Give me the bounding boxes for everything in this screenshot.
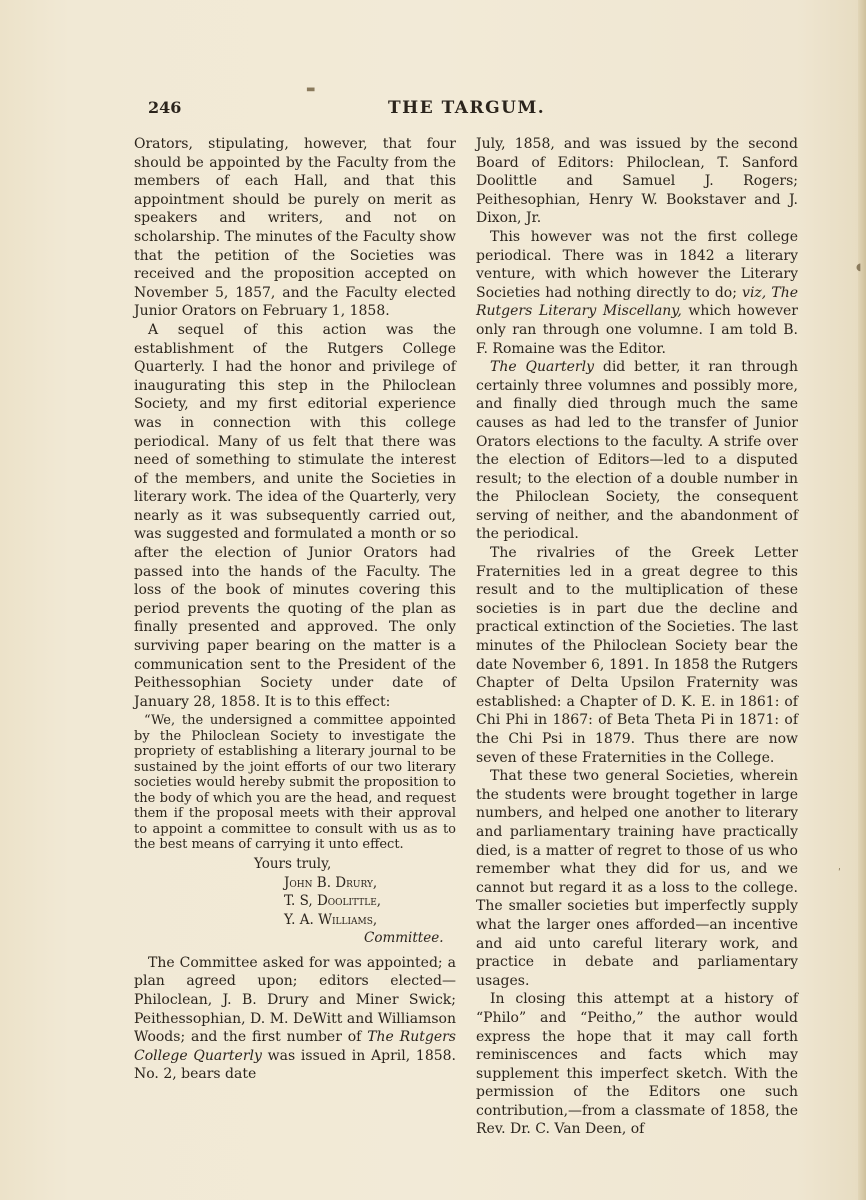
signature-block: [134, 855, 456, 948]
text-run: The Committee asked for was appointed; a plan agreed upon; editors elected—Philoclean, J. B. Drury and Miner Swick; Peithessophian, D. M. DeWitt and Williamson Woods; and the first number of: [134, 954, 456, 1046]
paragraph: July, 1858, and was issued by the second Board of Editors: Philoclean, T. Sanford Doolittle and Samuel J. Rogers; Peithesophian, Henry W. Bookstaver and J. Dixon, Jr.: [476, 136, 798, 227]
paragraph: A sequel of this action was the establishment of the Rutgers College Quarterly. I had the honor and privilege of inaugurating this step in the Philoclean Society, and my first editorial experience was in connection with this college periodical. Many of us felt that there was need of something to stimulate the interest of the members, and unite the Societies in literary work. The idea of the Quarterly, very nearly as it was subsequently carried out, was suggested and formulated a month or so after the election of Junior Orators had passed into the hands of the Faculty. The loss of the book of minutes covering this period prevents the quoting of the plan as finally presented and approved. The only surviving paper bearing on the matter is a communication sent to the President of the Peithessophian Society under date of January 28, 1858. It is to this effect:: [134, 321, 456, 710]
text-run: was issued in April, 1858. No. 2, bears date: [134, 1047, 456, 1083]
signatory-name: T. S, Doolittle,: [284, 893, 382, 910]
text-run: which however only ran through one volumne. I am told B. F. Romaine was the Editor.: [476, 303, 798, 357]
page-number: 246: [148, 98, 182, 117]
paragraph: That these two general Societies, wherein the students were brought together in large numbers, and helped one another to literary and parliamentary training have practically died, is a matter of regret to those of us who remember what they did for us, and we cannot but regard it as a loss to the college. The smaller societies but imperfectly supply what the larger ones afforded—an incentive and aid unto careful literary work, and practice in debate and parliamentary usages.: [476, 768, 798, 989]
signature-closing: Yours truly,: [254, 855, 332, 872]
publication-title: The Rutgers Literary Miscellany,: [476, 284, 798, 320]
paragraph: The rivalries of the Greek Letter Fraternities led in a great degree to this result and to the multiplication of these societies is in part due the decline and practical extinction of the Societies. The last minutes of the Philoclean Society bear the date November 6, 1891. In 1858 the Rutgers Chapter of Delta Upsilon Fraternity was established: a Chapter of D. K. E. in 1861: of Chi Phi in 1867: of Beta Theta Pi in 1871: of the Chi Psi in 1879. Thus there are now seven of these Fraternities in the College.: [476, 545, 798, 766]
ink-speck: ▬: [306, 84, 316, 95]
paragraph: In closing this attempt at a history of “Philo” and “Peitho,” the author would express the hope that it may call forth reminiscences and facts which may supplement this imperfect sketch. With the permission of the Editors one such contribution,—from a classmate of 1858, the Rev. Dr. C. Van Deen, of: [476, 991, 798, 1138]
signatory-role: Committee.: [364, 930, 444, 947]
journal-title: THE TARGUM.: [388, 98, 546, 118]
publication-title: The Quarterly: [490, 359, 595, 376]
signatory-name: Y. A. Williams,: [284, 911, 378, 928]
page-edge: [858, 0, 866, 1200]
right-column: [476, 135, 798, 1139]
running-header: [148, 98, 808, 124]
paragraph: [476, 358, 798, 544]
text-run: did better, it ran through certainly three volumnes and possibly more, and finally died through much the same causes as had led to the transfer of Junior Orators elections to the faculty. A strife over the election of Editors—led to a disputed result; to the election of a double number in the Philoclean Society, the consequent serving of neither, and the abandonment of the periodical.: [476, 359, 798, 543]
abbreviation: viz,: [742, 284, 767, 301]
text-run: This however was not the first college periodical. There was in 1842 a literary venture, with which however the Literary Societies had nothing directly to do;: [476, 228, 798, 301]
ink-speck: ʹ: [838, 868, 841, 879]
signatory-name: John B. Drury,: [284, 874, 378, 891]
publication-title: The Rutgers College Quarterly: [134, 1029, 456, 1064]
ink-speck: ◖: [856, 262, 862, 273]
quoted-letter: “We, the undersigned a committee appointed by the Philoclean Society to investigate the propriety of establishing a literary journal to be sustained by the joint efforts of our two literary societies would hereby submit the proposition to the body of which you are the head, and request them if the proposal meets with their approval to appoint a committee to consult with us as to the best means of carrying it unto effect.: [134, 713, 456, 853]
paragraph: [134, 954, 456, 1084]
paragraph: [476, 228, 798, 358]
paragraph: Orators, stipulating, however, that four should be appointed by the Faculty from the members of each Hall, and that this appointment should be purely on merit as speakers and writers, and not on scholarship. The minutes of the Faculty show that the petition of the Societies was received and the proposition accepted on November 5, 1857, and the Faculty elected Junior Orators on February 1, 1858.: [134, 136, 456, 320]
left-column: [134, 135, 456, 1084]
